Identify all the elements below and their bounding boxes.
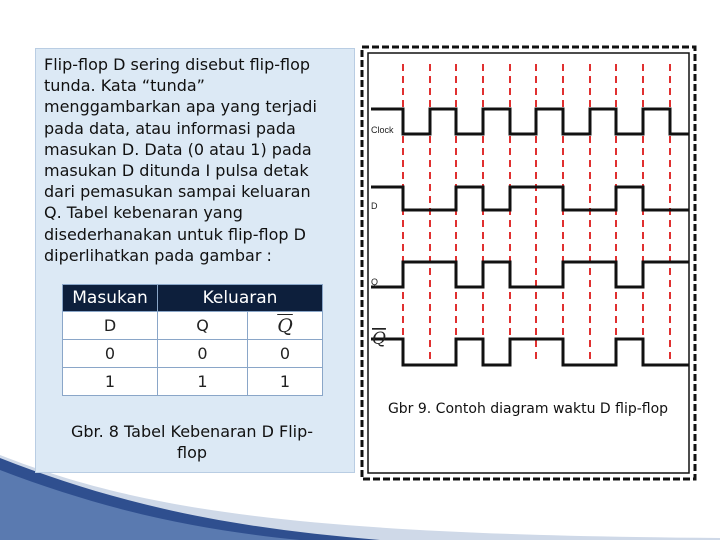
truth-table <box>62 284 323 396</box>
header-output: Keluaran <box>158 285 323 312</box>
q-label: Q <box>371 277 379 287</box>
table-cell: 0 <box>158 340 248 368</box>
table-row <box>63 340 323 368</box>
table-header-row <box>63 285 323 312</box>
intro-paragraph: Flip-flop D sering disebut flip-flop tunda. Kata “tunda” menggambarkan apa yang terjadi pada data, atau informasi pada masukan D. Data (0 atau 1) pada masukan D ditunda I pulsa detak dari pemasukan sampai keluaran Q. Tabel kebenaran yang disederhanakan untuk flip-flop D diperlihatkan pada gambar : <box>44 55 317 265</box>
table-caption: Gbr. 8 Tabel Kebenaran D Flip-flop <box>70 422 314 462</box>
header-input: Masukan <box>63 285 158 312</box>
table-row <box>63 368 323 396</box>
table-cell: 1 <box>158 368 248 396</box>
d-label: D <box>371 201 378 211</box>
table-cell: 1 <box>63 368 158 396</box>
text-panel <box>35 48 355 473</box>
clock-label: Clock <box>371 125 394 135</box>
diagram-caption: Gbr 9. Contoh diagram waktu D flip-flop <box>384 400 672 418</box>
table-cell: 0 <box>248 340 323 368</box>
table-cell: 0 <box>63 340 158 368</box>
subheader-q-bar: $\overline{Q}$ <box>248 312 323 340</box>
q-bar-label: Q <box>372 329 386 349</box>
subheader-d: D <box>63 312 158 340</box>
table-cell: 1 <box>248 368 323 396</box>
table-subheader-row <box>63 312 323 340</box>
timing-diagram <box>357 42 702 485</box>
subheader-q: Q <box>158 312 248 340</box>
